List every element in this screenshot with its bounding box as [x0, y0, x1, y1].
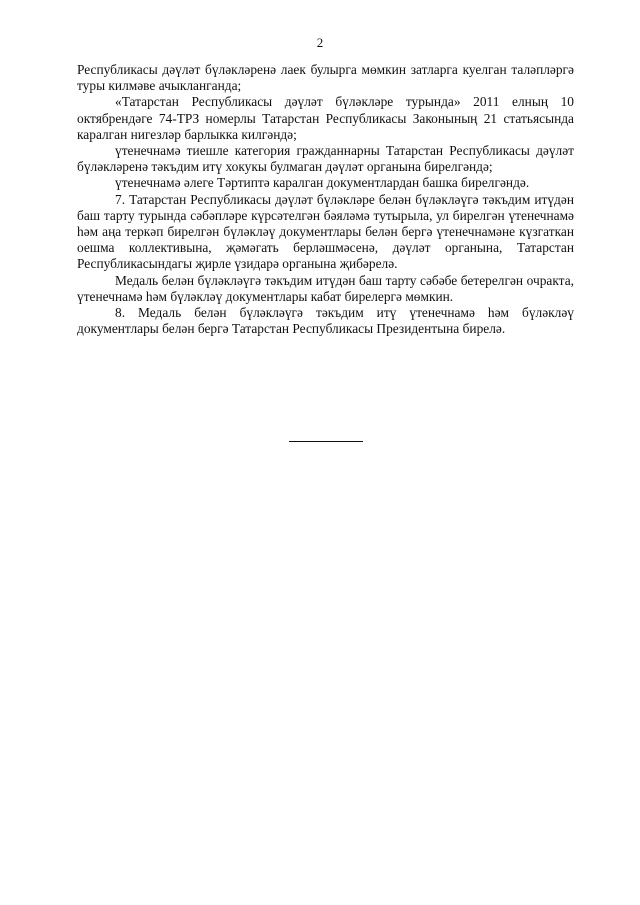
closing-separator-line [289, 441, 363, 442]
document-body [77, 62, 574, 337]
paragraph-missing-documents: үтенечнамә әлеге Тәртиптә каралган документлардан башка бирелгәндә. [115, 175, 530, 191]
paragraph-wrong-authority: үтенечнамә тиешле категория гражданнарны Татарстан Республикасы дәүләт бүләкләренә тәкъдим итү хокукы булмаган дәүләт органына бирелгәндә; [77, 143, 574, 175]
paragraph-item-7: 7. Татарстан Республикасы дәүләт бүләкләре белән бүләкләүгә тәкъдим итүдән баш тарту турында сәбәпләре күрсәтелгән бәяләмә тутырыла, ул бирелгән үтенечнамә һәм аңа теркәп бирелгән бүләкләү документлары белән бергә үтенечнамәне күзгаткан оешма коллективына, җәмәгать берләшмәсенә, дәүләт органына, Татарстан Республикасындагы җирле үзидарә органына җибәрелә. [77, 191, 574, 272]
paragraph-item-8: 8. Медаль белән бүләкләүгә тәкъдим итү үтенечнамә һәм бүләкләү документлары белән бергә Татарстан Республикасы Президентына бирелә. [77, 305, 574, 337]
page-number: 2 [316, 35, 324, 50]
paragraph-continuation: Республикасы дәүләт бүләкләренә лаек булырга мөмкин затларга куелган таләпләргә туры килмәве ачыкланганда; [77, 62, 574, 94]
paragraph-law-reference: «Татарстан Республикасы дәүләт бүләкләре турында» 2011 елның 10 октябрендәге 74-ТРЗ номерлы Татарстан Республикасы Законының 21 статьясында каралган нигезләр барлыкка килгәндә; [77, 94, 574, 142]
paragraph-medal-resubmission: Медаль белән бүләкләүгә тәкъдим итүдән баш тарту сәбәбе бетерелгән очракта, үтенечнамә һәм бүләкләү документлары кабат бирелергә мөмкин. [77, 272, 574, 304]
